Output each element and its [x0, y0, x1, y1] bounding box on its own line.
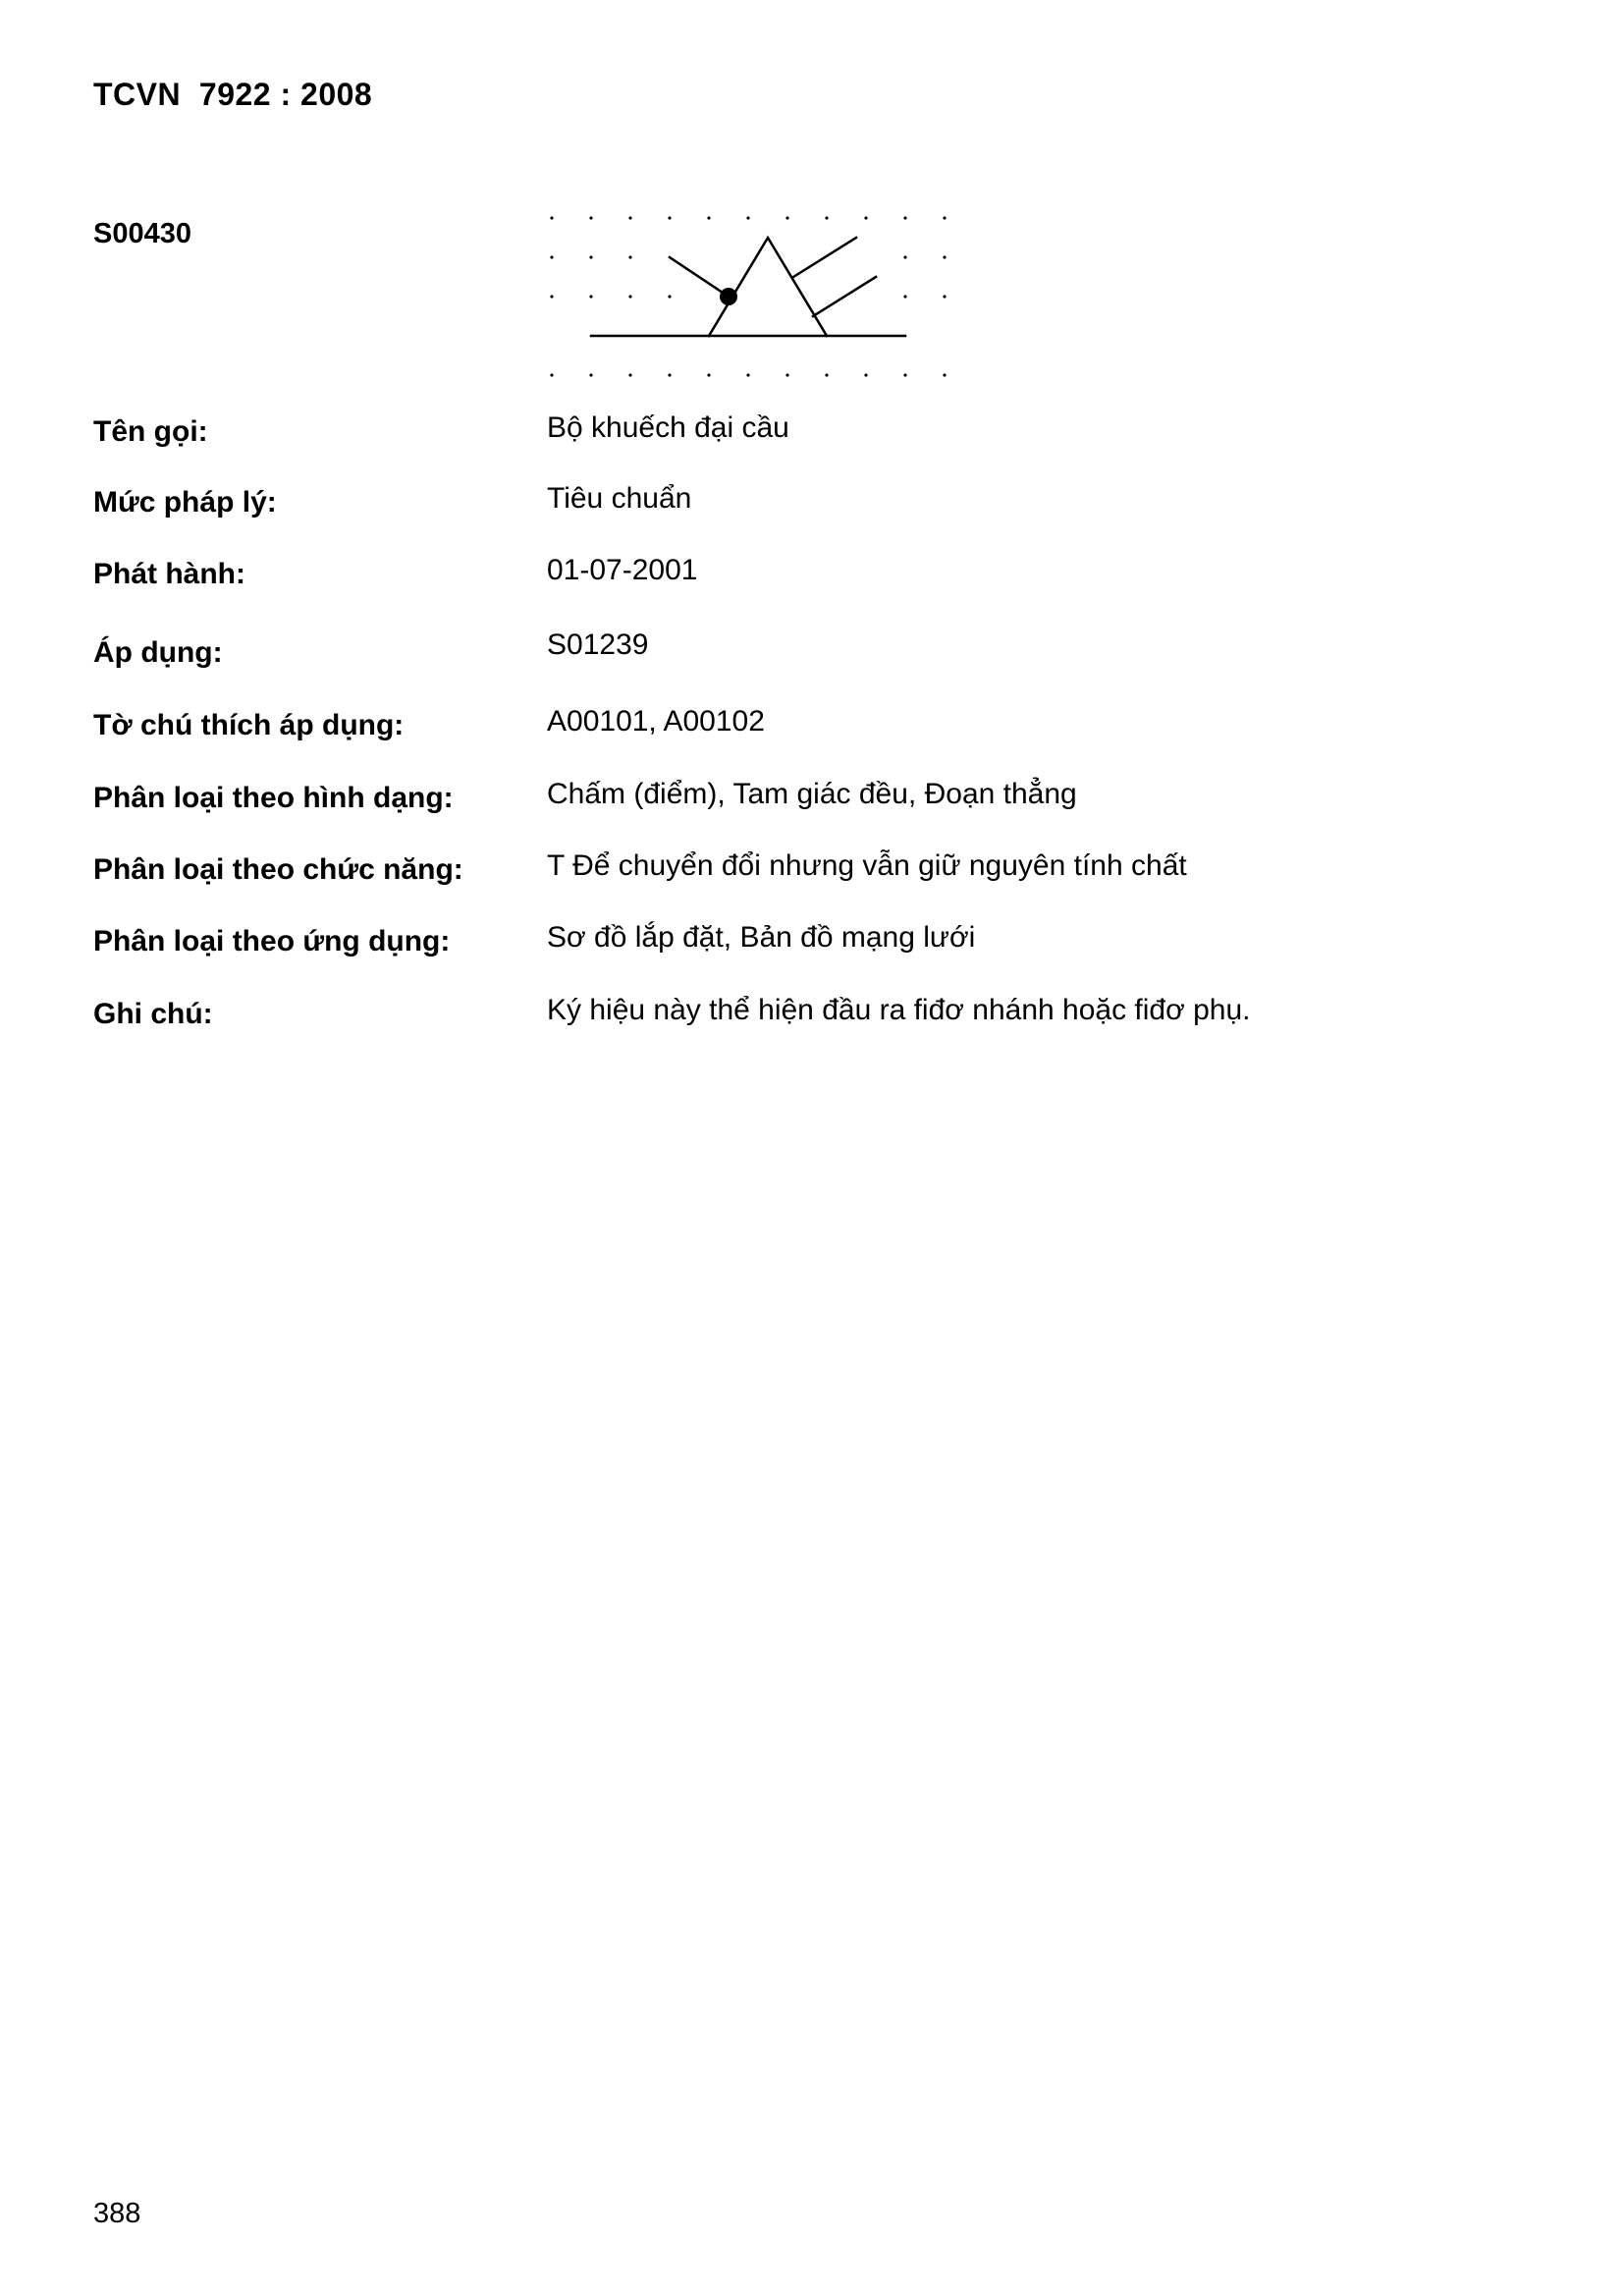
field-value: Ký hiệu này thể hiện đầu ra fiđơ nhánh hoặc fiđơ phụ.	[547, 994, 1251, 1026]
left-branch-line	[670, 257, 729, 297]
field-label: Phân loại theo ứng dụng:	[93, 925, 451, 957]
document-header: TCVN 7922 : 2008	[93, 77, 373, 112]
field-phan-loai-hinh-dang	[0, 778, 1624, 821]
field-phan-loai-chuc-nang	[0, 849, 1624, 893]
field-value: Tiêu chuẩn	[547, 482, 692, 515]
field-label: Tờ chú thích áp dụng:	[93, 709, 405, 741]
field-label: Tên gọi:	[93, 415, 208, 448]
field-to-chu-thich	[0, 705, 1624, 748]
right-branch-lower	[813, 277, 876, 316]
right-branch-upper	[793, 238, 856, 277]
field-phat-hanh	[0, 554, 1624, 597]
field-label: Phân loại theo hình dạng:	[93, 782, 454, 814]
field-value: Chấm (điểm), Tam giác đều, Đoạn thẳng	[547, 778, 1077, 810]
symbol-code: S00430	[93, 218, 191, 249]
field-label: Mức pháp lý:	[93, 486, 277, 519]
connection-dot	[720, 288, 737, 305]
amplifier-symbol-figure	[540, 206, 962, 383]
page-number: 388	[93, 2198, 141, 2229]
field-label: Phát hành:	[93, 558, 245, 590]
grid-dots	[550, 216, 946, 376]
field-value: Bộ khuếch đại cầu	[547, 411, 789, 444]
field-label: Phân loại theo chức năng:	[93, 853, 463, 886]
field-value: S01239	[547, 629, 649, 661]
field-muc-phap-ly	[0, 482, 1624, 525]
field-ghi-chu	[0, 994, 1624, 1037]
field-ten-goi	[0, 411, 1624, 455]
field-value: 01-07-2001	[547, 554, 698, 586]
symbol-lines	[591, 238, 905, 336]
triangle-shape	[709, 238, 827, 336]
field-value: T Để chuyển đổi nhưng vẫn giữ nguyên tính chất	[547, 849, 1187, 882]
field-value: A00101, A00102	[547, 705, 765, 738]
field-ap-dung	[0, 629, 1624, 676]
field-phan-loai-ung-dung	[0, 921, 1624, 964]
field-label: Áp dụng:	[93, 636, 223, 669]
field-label: Ghi chú:	[93, 998, 213, 1030]
field-value: Sơ đồ lắp đặt, Bản đồ mạng lưới	[547, 921, 976, 954]
